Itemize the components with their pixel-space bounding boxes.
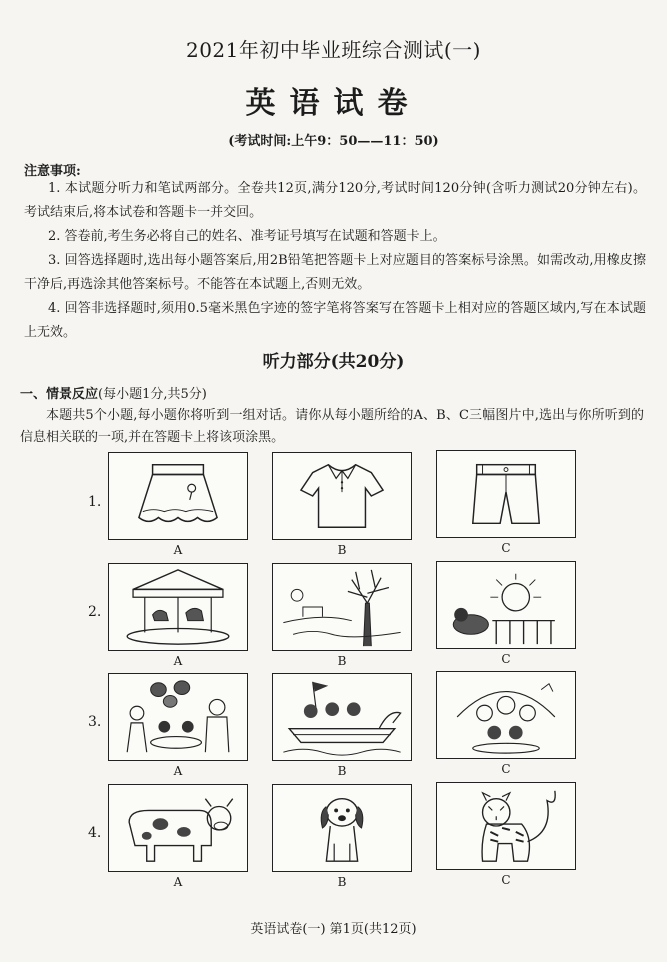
- zoo-lion-icon: [437, 562, 575, 648]
- question-3-option-a-picture[interactable]: [108, 673, 248, 761]
- option-label-a: A: [173, 875, 183, 889]
- part-one-instructions: 本题共5个小题,每小题你将听到一组对话。请你从每小题所给的A、B、C三幅图片中,选出与你所听到的信息相关联的一项,并在答题卡上将该项涂黑。: [20, 408, 644, 445]
- question-number: 4.: [88, 825, 102, 841]
- skirt-icon: [109, 453, 247, 539]
- question-3-option-b-picture[interactable]: [272, 673, 412, 761]
- question-number: 2.: [88, 604, 102, 620]
- option-label-c: C: [501, 762, 511, 776]
- dragon-boat-icon: [273, 674, 411, 760]
- notice-item-1: 1. 本试题分听力和笔试两部分。全卷共12页,满分120分,考试时间120分钟(含听力测试20分钟左右)。考试结束后,将本试卷和答题卡一并交回。: [24, 181, 646, 220]
- option-label-c: C: [501, 652, 511, 666]
- exam-title: 2021年初中毕业班综合测试(一): [185, 38, 481, 62]
- option-label-a: A: [173, 764, 183, 778]
- family-dinner-icon: [437, 672, 575, 758]
- shorts-icon: [437, 451, 575, 537]
- part-one-title: 一、情景反应: [20, 387, 99, 402]
- option-label-c: C: [501, 541, 511, 555]
- notice-heading: 注意事项:: [24, 164, 81, 179]
- question-2-option-a-picture[interactable]: [108, 563, 248, 651]
- option-label-a: A: [173, 654, 183, 668]
- question-1-option-c-picture[interactable]: [436, 450, 576, 538]
- page-footer: 英语试卷(一) 第1页(共12页): [250, 922, 417, 937]
- ox-icon: [109, 785, 247, 871]
- part-one-points: (每小题1分,共5分): [98, 387, 207, 402]
- question-1-option-b-picture[interactable]: [272, 452, 412, 540]
- question-2-option-b-picture[interactable]: [272, 563, 412, 651]
- notice-item-3: 3. 回答选择题时,选出每小题答案后,用2B铅笔把答题卡上对应题目的答案标号涂黑。如需改动,用橡皮擦干净后,再选涂其他答案标号。不能答在本试题上,否则无效。: [24, 253, 646, 292]
- option-label-b: B: [337, 543, 347, 557]
- lantern-festival-icon: [109, 674, 247, 760]
- dog-icon: [273, 785, 411, 871]
- tiger-icon: [437, 783, 575, 869]
- part-one-heading: [20, 383, 207, 402]
- question-number: 3.: [88, 714, 102, 730]
- question-1-option-a-picture[interactable]: [108, 452, 248, 540]
- subject-title: 英语试卷: [245, 86, 422, 121]
- option-label-c: C: [501, 873, 511, 887]
- notice-item-2: 2. 答卷前,考生务必将自己的姓名、准考证号填写在试题和答题卡上。: [48, 229, 446, 244]
- question-3-option-c-picture[interactable]: [436, 671, 576, 759]
- park-tree-icon: [273, 564, 411, 650]
- polo-shirt-icon: [273, 453, 411, 539]
- question-2-option-c-picture[interactable]: [436, 561, 576, 649]
- listening-section-title: 听力部分(共20分): [262, 352, 405, 372]
- question-4-option-a-picture[interactable]: [108, 784, 248, 872]
- exam-time: (考试时间:上午9：50——11：50): [228, 134, 439, 149]
- carousel-icon: [109, 564, 247, 650]
- question-number: 1.: [88, 494, 102, 510]
- option-label-a: A: [173, 543, 183, 557]
- option-label-b: B: [337, 764, 347, 778]
- notice-item-4: 4. 回答非选择题时,须用0.5毫米黑色字迹的签字笔将答案写在答题卡上相对应的答题区域内,写在本试题上无效。: [24, 301, 646, 340]
- option-label-b: B: [337, 875, 347, 889]
- question-4-option-b-picture[interactable]: [272, 784, 412, 872]
- question-4-option-c-picture[interactable]: [436, 782, 576, 870]
- option-label-b: B: [337, 654, 347, 668]
